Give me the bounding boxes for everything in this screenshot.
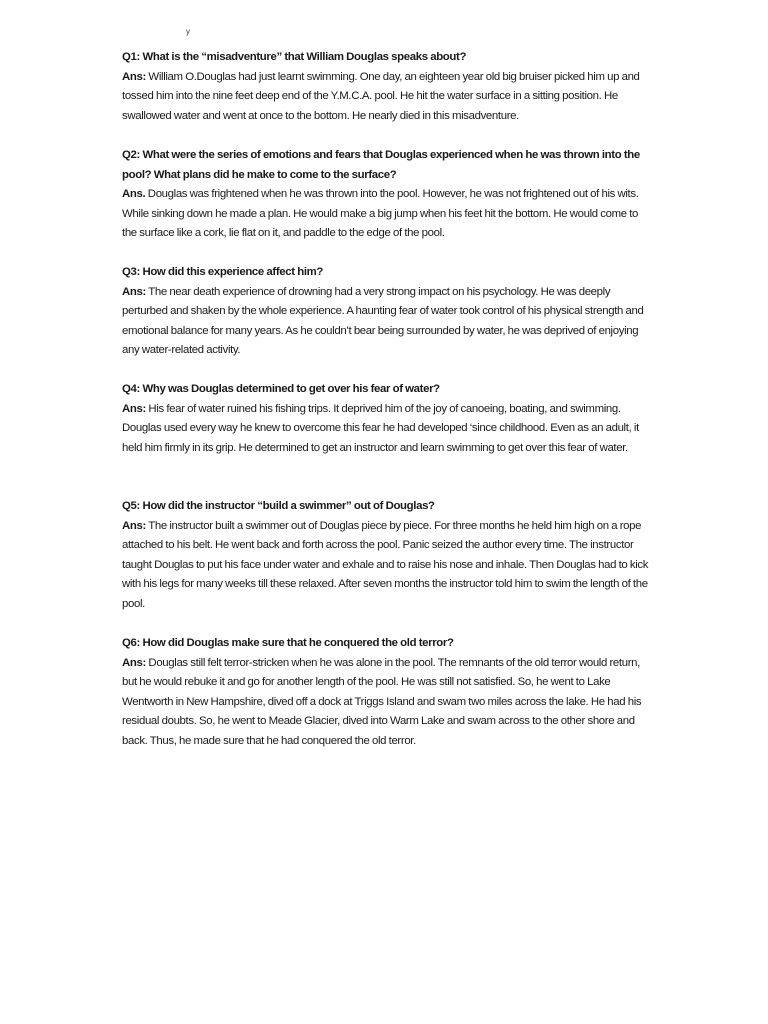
qa-block-q4 — [122, 380, 650, 458]
question-q2: Q2: What were the series of emotions and fears that Douglas experienced when he was thrown into the pool? What plans did he make to come to the surface? — [122, 149, 640, 181]
answer-label: Ans: — [122, 285, 146, 298]
answer-q3 — [122, 283, 650, 361]
answer-label: Ans: — [122, 656, 146, 669]
answer-text: Douglas was frightened when he was thrown into the pool. However, he was not frightened out of his wits. While sinking down he made a plan. He would make a big jump when his feet hit the bottom. He would come to the surface like a cork, lie flat on it, and paddle to the edge of the pool. — [122, 188, 639, 239]
answer-q5 — [122, 517, 650, 615]
answer-q1 — [122, 68, 650, 127]
qa-block-q2 — [122, 146, 650, 244]
answer-text: His fear of water ruined his fishing trips. It deprived him of the joy of canoeing, boating, and swimming. Douglas used every way he knew to overcome this fear he had developed ‘since childhood. Even as an adult, it held him firmly in its grip. He determined to get an instructor and learn swimming to get over this fear of water. — [122, 402, 639, 454]
qa-block-q6 — [122, 634, 650, 751]
question-q5: Q5: How did the instructor “build a swimmer” out of Douglas? — [122, 500, 435, 512]
answer-label: Ans: — [122, 70, 146, 83]
question-q4: Q4: Why was Douglas determined to get over his fear of water? — [122, 383, 440, 395]
answer-text: William O.Douglas had just learnt swimming. One day, an eighteen year old big bruiser picked him up and tossed him into the nine feet deep end of the Y.M.C.A. pool. He hit the water surface in a sitting position. He swallowed water and went at once to the bottom. He nearly died in this misadventure. — [122, 70, 640, 122]
answer-text: The near death experience of drowning had a very strong impact on his psychology. He was deeply perturbed and shaken by the whole experience. A haunting fear of water took control of his physical strength and emotional balance for many years. As he couldn’t bear being surrounded by water, he was deprived of enjoying any water-related activity. — [122, 285, 644, 356]
qa-block-q5 — [122, 497, 650, 614]
answer-q4 — [122, 400, 650, 459]
answer-label: Ans: — [122, 402, 146, 415]
qa-block-q3 — [122, 263, 650, 361]
qa-block-q1 — [122, 48, 650, 126]
question-q6: Q6: How did Douglas make sure that he conquered the old terror? — [122, 637, 454, 649]
question-q1: Q1: What is the “misadventure” that William Douglas speaks about? — [122, 51, 467, 63]
cropped-text-fragment: y — [186, 27, 190, 36]
answer-label: Ans: — [122, 519, 146, 532]
answer-q2 — [122, 185, 650, 244]
answer-label: Ans. — [122, 188, 146, 200]
question-q3: Q3: How did this experience affect him? — [122, 266, 324, 278]
answer-q6 — [122, 654, 650, 752]
answer-text: The instructor built a swimmer out of Douglas piece by piece. For three months he held him high on a rope attached to his belt. He went back and forth across the pool. Panic seized the author every time. The instructor taught Douglas to put his face under water and exhale and to raise his nose and inhale. Then Douglas had to kick with his legs for many weeks till these relaxed. After seven months the instructor told him to swim the length of the pool. — [122, 519, 649, 610]
answer-text: Douglas still felt terror-stricken when he was alone in the pool. The remnants of the old terror would return, but he would rebuke it and go for another length of the pool. He was still not satisfied. So, he went to Lake Wentworth in New Hampshire, dived off a dock at Triggs Island and swam two miles across the lake. He had his residual doubts. So, he went to Meade Glacier, dived into Warm Lake and swam across to the other shore and back. Thus, he made sure that he had conquered the old terror. — [122, 656, 642, 747]
